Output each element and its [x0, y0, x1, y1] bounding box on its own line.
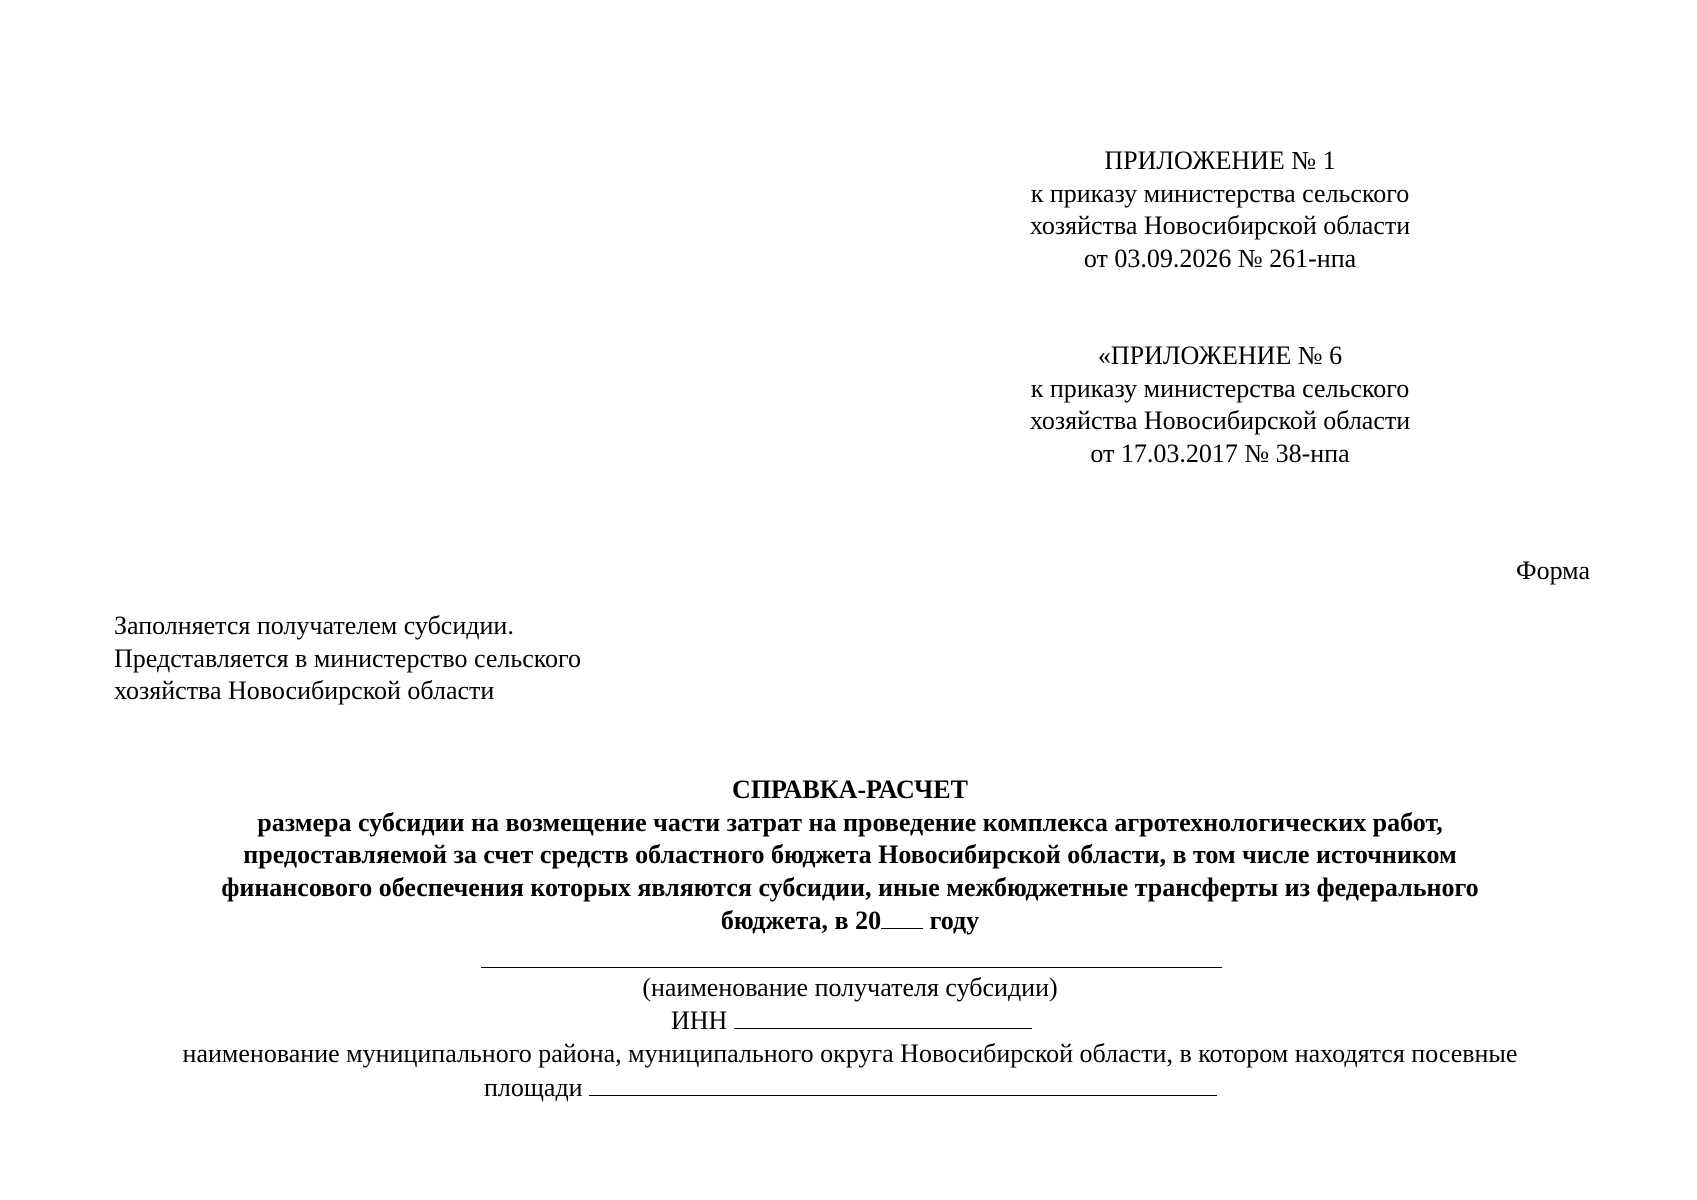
- appendix-6-line: к приказу министерства сельского: [1030, 373, 1410, 403]
- year-blank-field[interactable]: [881, 904, 923, 929]
- instructions-line: хозяйства Новосибирской области: [114, 676, 495, 705]
- area-label: площади: [484, 1073, 590, 1102]
- document-subtitle-line: размера субсидии на возмещение части затрат на проведение комплекса агротехнологических работ,: [257, 807, 1443, 837]
- municipality-label: наименование муниципального района, муниципального округа Новосибирской области, в котором находятся посевные: [182, 1039, 1518, 1068]
- inn-field[interactable]: [734, 1004, 1032, 1029]
- document-subtitle-last-line: [100, 904, 1600, 938]
- instructions-line: Представляется в министерство сельского: [114, 643, 582, 673]
- appendix-6-date: от 17.03.2017 № 38-нпа: [1090, 438, 1350, 468]
- area-row: [484, 1071, 1217, 1105]
- form-label: Форма: [1516, 556, 1590, 585]
- appendix-6-line: хозяйства Новосибирской области: [1029, 406, 1411, 435]
- appendix-1-line: хозяйства Новосибирской области: [1029, 211, 1411, 240]
- recipient-name-caption: (наименование получателя субсидии): [642, 973, 1058, 1002]
- area-field[interactable]: [589, 1071, 1217, 1096]
- inn-row: [671, 1004, 1032, 1038]
- appendix-6-header: [1000, 340, 1440, 470]
- document-title-block: [100, 774, 1600, 938]
- appendix-1-date: от 03.09.2026 № 261-нпа: [1083, 243, 1357, 273]
- appendix-6-title: «ПРИЛОЖЕНИЕ № 6: [1097, 341, 1343, 370]
- instructions-line: Заполняется получателем субсидии.: [114, 611, 514, 640]
- year-suffix: году: [923, 906, 980, 935]
- appendix-1-line: к приказу министерства сельского: [1030, 178, 1410, 208]
- appendix-1-title: ПРИЛОЖЕНИЕ № 1: [1104, 146, 1336, 175]
- appendix-1-header: [1000, 145, 1440, 275]
- document-subtitle-line: финансового обеспечения которых являются субсидии, иные межбюджетные трансферты из федерального: [221, 872, 1479, 902]
- document-subtitle-line: предоставляемой за счет средств областного бюджета Новосибирской области, в том числе источником: [243, 840, 1457, 869]
- fill-instructions: [114, 610, 714, 708]
- inn-label: ИНН: [671, 1006, 734, 1035]
- recipient-name-field[interactable]: [481, 967, 1222, 968]
- document-heading: СПРАВКА-РАСЧЕТ: [732, 775, 968, 804]
- year-prefix: бюджета, в 20: [720, 906, 882, 935]
